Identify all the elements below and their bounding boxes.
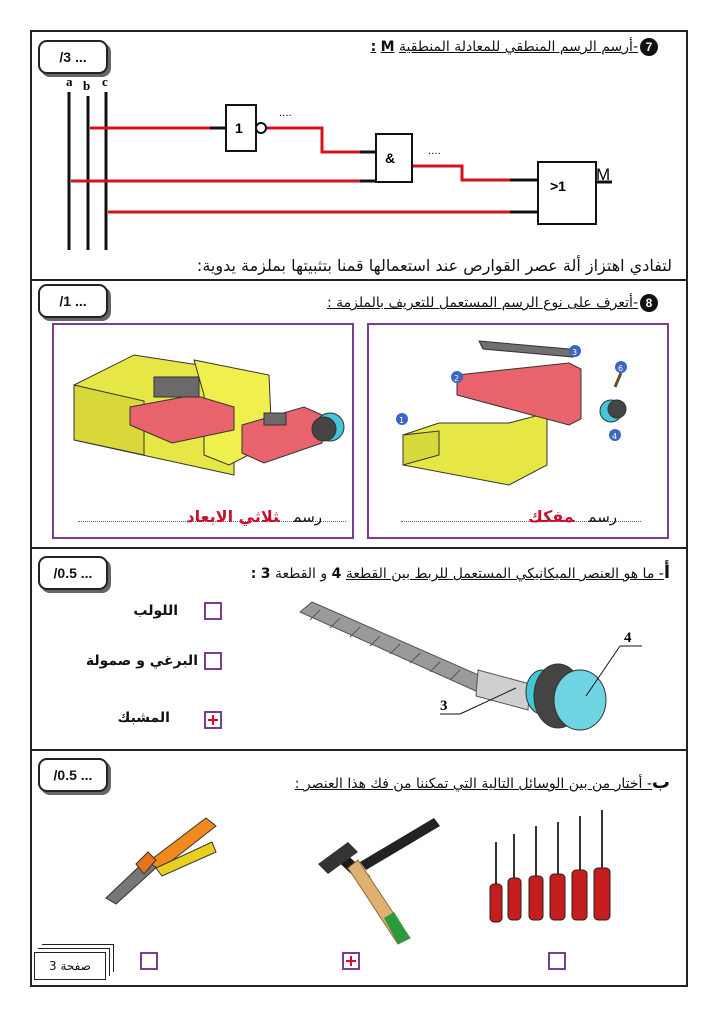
output-label: M (596, 165, 611, 184)
screwdrivers-image (488, 806, 628, 930)
screw-image (290, 592, 670, 738)
part-number: 3 (572, 348, 578, 357)
dots: .... (279, 108, 292, 119)
wire-and-or (412, 166, 510, 180)
input-b-label: b (83, 78, 91, 93)
not-bubble (256, 123, 266, 133)
question-letter: ب (651, 772, 670, 793)
score-box-qa: /0.5 ... (38, 556, 108, 590)
vise-assembled-image (54, 325, 352, 501)
or-gate (538, 162, 596, 224)
tool-checkbox-hammer-punch-checked[interactable] (342, 952, 360, 970)
part-number: 2 (454, 374, 460, 383)
question-letter: أ (663, 562, 670, 583)
option-label: اللولب (133, 603, 178, 619)
caption-label: رسم (588, 508, 617, 526)
colon: : (370, 39, 377, 55)
wire-not-and (266, 128, 360, 152)
drawing-caption-right (528, 507, 617, 526)
part-number: 1 (399, 416, 405, 425)
hammer-punch-image (300, 812, 450, 948)
section-divider (30, 547, 688, 549)
option-label: المشبك (117, 710, 170, 726)
option-checkbox[interactable] (204, 652, 222, 670)
caption-answer: مفكك (528, 507, 575, 526)
input-a-label: a (66, 74, 73, 89)
caption-label: رسم (293, 508, 322, 526)
option-checkbox[interactable] (204, 602, 222, 620)
score-box-q7: /3 ... (38, 40, 108, 74)
question-text: و القطعة (274, 566, 328, 582)
part-number: 6 (618, 364, 624, 373)
question-7 (371, 38, 658, 56)
panel-3d-drawing (52, 323, 354, 539)
question-text: - أختار من بين الوسائل التالية التي تمكننا من فك هذا العنصر : (294, 776, 652, 792)
intro-text: لتفادي اهتزاز ألة عصر القوارص عند استعمالها قمنا بتثبيتها بملزمة يدوية: (196, 256, 672, 275)
part-number: 4 (612, 432, 618, 441)
screw-label-4: 4 (624, 630, 632, 646)
part-ref: 4 (331, 566, 342, 582)
option-label: البرغي و صمولة (85, 653, 198, 669)
question-8 (327, 294, 658, 312)
logic-diagram (60, 72, 630, 252)
caption-answer: ثلاثي الابعاد (186, 507, 280, 526)
not-gate-label: 1 (235, 120, 243, 136)
question-b (295, 772, 670, 793)
and-gate-label: & (385, 150, 396, 166)
equation-variable: M (380, 39, 395, 55)
vise-exploded-image (369, 325, 667, 501)
page-number: صفحة 3 (34, 952, 106, 980)
section-divider (30, 279, 688, 281)
option-checkbox-checked[interactable] (204, 711, 222, 729)
colon: : (250, 566, 257, 582)
part-ref: 3 (260, 566, 271, 582)
question-a (251, 562, 670, 583)
screw-label-3: 3 (440, 698, 448, 714)
tool-checkbox-screwdrivers[interactable] (548, 952, 566, 970)
tool-checkbox-pliers[interactable] (140, 952, 158, 970)
question-text: -أرسم الرسم المنطقي للمعادلة المنطقية (399, 39, 638, 55)
or-gate-label: >1 (550, 178, 566, 194)
question-text: -أتعرف على نوع الرسم المستعمل للتعريف بالملزمة : (326, 295, 638, 311)
question-number: 7 (640, 38, 658, 56)
panel-exploded-drawing (367, 323, 669, 539)
section-divider (30, 749, 688, 751)
question-text: - ما هو العنصر الميكانيكي المستعمل للربط بين القطعة (345, 566, 664, 582)
dots: .... (428, 146, 441, 157)
question-number: 8 (640, 294, 658, 312)
pliers-image (96, 812, 226, 912)
drawing-caption-left (186, 507, 322, 526)
score-box-qb: /0.5 ... (38, 758, 108, 792)
score-box-q8: /1 ... (38, 284, 108, 318)
input-c-label: c (102, 74, 108, 89)
